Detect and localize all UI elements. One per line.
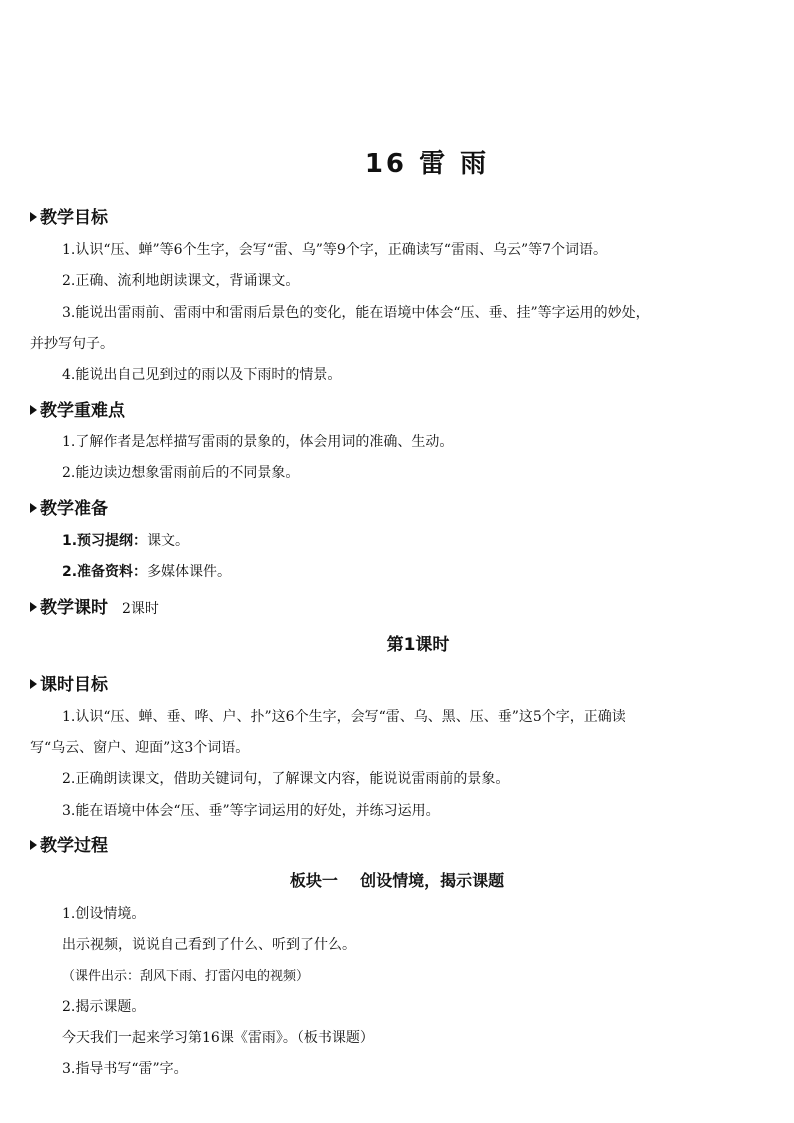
- process-line-5: 今天我们一起来学习第16课《雷雨》。（板书课题）: [62, 1030, 374, 1046]
- lesson-objective-line-1: 1.认识“压、蝉、垂、哗、户、扑”这6个生字，会写“雷、乌、黑、压、垂”这5个字，正确读: [62, 709, 626, 725]
- triangle-bullet-icon: [30, 679, 37, 689]
- key-point-item-1: 1.了解作者是怎样描写雷雨的景象的，体会用词的准确、生动。: [62, 434, 454, 450]
- process-line-3: （课件出示：刮风下雨、打雷闪电的视频）: [62, 969, 310, 984]
- objective-item-3: 3.能说出雷雨前、雷雨中和雷雨后景色的变化，能在语境中体会“压、垂、挂”等字运用的妙处，: [62, 305, 650, 321]
- triangle-bullet-icon: [30, 602, 37, 612]
- section-heading-objectives: 教学目标: [30, 203, 108, 228]
- triangle-bullet-icon: [30, 405, 37, 415]
- objective-item-2: 2.正确、流利地朗读课文，背诵课文。: [62, 273, 300, 289]
- objective-item-1: 1.认识“压、蝉”等6个生字，会写“雷、乌”等9个字，正确读写“雷雨、乌云”等7个词语。: [62, 242, 608, 258]
- objective-item-4: 4.能说出自己见到过的雨以及下雨时的情景。: [62, 367, 342, 383]
- preparation-item-1: 1.预习提纲：课文。: [62, 533, 190, 549]
- section-heading-preparation: 教学准备: [30, 494, 108, 519]
- objective-item-3-continued: 并抄写句子。: [30, 336, 114, 352]
- section-heading-lesson-objectives: 课时目标: [30, 670, 108, 695]
- section-heading-periods: 教学课时 2课时: [30, 593, 159, 618]
- process-line-4: 2.揭示课题。: [62, 999, 146, 1015]
- process-line-1: 1.创设情境。: [62, 906, 146, 922]
- process-line-6: 3.指导书写“雷”字。: [62, 1061, 188, 1077]
- lesson-objective-line-2: 2.正确朗读课文，借助关键词句，了解课文内容，能说说雷雨前的景象。: [62, 771, 510, 787]
- periods-note: 2课时: [122, 601, 159, 617]
- preparation-item-2: 2.准备资料：多媒体课件。: [62, 564, 232, 580]
- triangle-bullet-icon: [30, 503, 37, 513]
- key-point-item-2: 2.能边读边想象雷雨前后的不同景象。: [62, 465, 300, 481]
- block-title: 板块一 创设情境，揭示课题: [289, 871, 505, 890]
- section-heading-key-points: 教学重难点: [30, 396, 125, 421]
- triangle-bullet-icon: [30, 212, 37, 222]
- lesson-title: 第1课时: [386, 635, 450, 655]
- process-line-2: 出示视频，说说自己看到了什么、听到了什么。: [62, 937, 356, 953]
- lesson-objective-line-3: 3.能在语境中体会“压、垂”等字词运用的好处，并练习运用。: [62, 803, 440, 819]
- triangle-bullet-icon: [30, 840, 37, 850]
- lesson-objective-line-1-continued: 写“乌云、窗户、迎面”这3个词语。: [30, 740, 250, 756]
- section-heading-process: 教学过程: [30, 831, 108, 856]
- page-title: 16 雷 雨: [364, 149, 490, 179]
